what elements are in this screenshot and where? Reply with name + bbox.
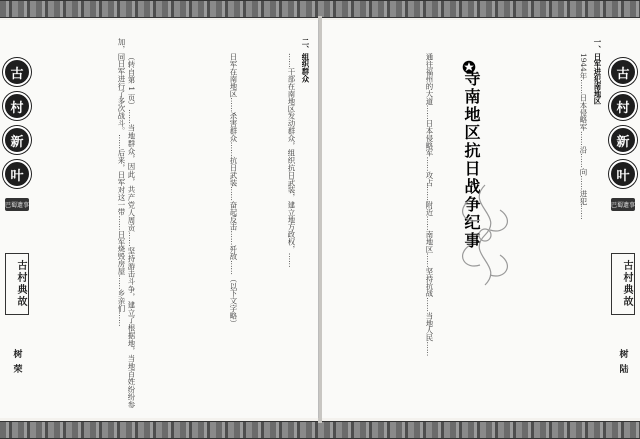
left-page — [0, 20, 319, 418]
section-label: 古村典故 — [5, 253, 29, 315]
paragraph: 1944年……日本侵略军……沿……向……进犯…… — [579, 52, 588, 220]
paragraph: （转自第 1 页）……当地群众，因此，共产党人周贡……坚持游击斗争，建立了根据地，当地百姓纷纷参加，同日军进行了多次战斗。……后来，日军对这一带……日军烧毁房屋……乡亲们…… — [117, 38, 136, 408]
left-text-block-3 — [240, 38, 310, 408]
left-sidebar — [2, 20, 32, 418]
title-char-1: 古 — [609, 58, 637, 86]
section-heading: 一、日军进犯南地区 — [593, 38, 602, 105]
article-title-area — [440, 60, 524, 300]
series-badge: 巴蜀遗事 — [611, 198, 635, 211]
section-heading: 二、组织群众 — [301, 38, 310, 83]
bottom-frieze — [0, 421, 640, 439]
author-label: 树陆 — [617, 349, 628, 379]
left-text-block-2 — [138, 38, 238, 408]
title-char-3: 新 — [3, 126, 31, 154]
right-page — [322, 20, 640, 418]
title-char-2: 村 — [609, 92, 637, 120]
title-char-4: 叶 — [609, 160, 637, 188]
right-text-block-3 — [532, 38, 602, 408]
right-text-block-1 — [330, 38, 434, 408]
title-char-1: 古 — [3, 58, 31, 86]
article-title: 寺南地区抗日战争纪事 — [462, 70, 481, 250]
title-char-2: 村 — [3, 92, 31, 120]
right-sidebar — [608, 20, 638, 418]
ornament-icon — [450, 180, 520, 290]
paragraph: 通往福州的大道……日本侵略军……攻占……附近……南地区……坚持抗战……当地人民…… — [425, 52, 434, 357]
paragraph: 日军在南地区……杀害群众……抗日武装……奋起反击……歼敌……（以下文字略） — [229, 52, 238, 327]
title-char-4: 叶 — [3, 160, 31, 188]
left-text-block-1 — [36, 38, 136, 408]
section-label: 古村典故 — [611, 253, 635, 315]
paragraph: ……干部在南地区发动群众，组织抗日武装，建立地方政权，…… — [287, 52, 296, 268]
title-char-3: 新 — [609, 126, 637, 154]
series-badge: 巴蜀遗事 — [5, 198, 29, 211]
author-label: 树荣 — [11, 349, 22, 379]
